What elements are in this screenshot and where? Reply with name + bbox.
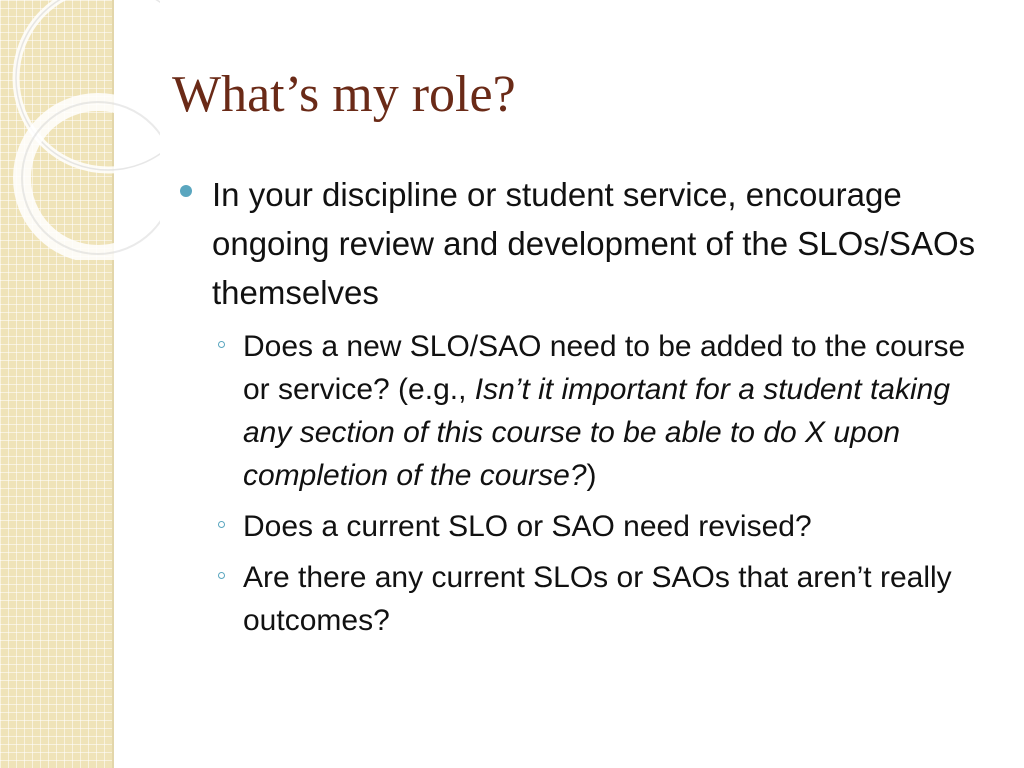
- sub-bullet-item: [180, 325, 990, 497]
- sub-bullet-item: [180, 556, 990, 642]
- bullet-dot-icon: [180, 185, 192, 197]
- sub-bullet-text-end: ): [586, 459, 597, 492]
- sub-bullet-ring-icon: [218, 572, 225, 579]
- sub-bullet-ring-icon: [218, 521, 225, 528]
- sub-bullet-item: [180, 505, 990, 548]
- slide-content: [180, 170, 990, 650]
- sub-bullet-text: Does a new SLO/SAO need to be added to the course or service? (e.g.,: [243, 330, 966, 406]
- decorative-rings: [0, 0, 160, 260]
- sub-bullet-list: [180, 325, 990, 642]
- bullet-text: In your discipline or student service, encourage ongoing review and development of the SLOs/SAOs themselves: [212, 176, 976, 311]
- sub-bullet-text: Are there any current SLOs or SAOs that aren’t really outcomes?: [243, 561, 952, 637]
- slide-title: What’s my role?: [172, 66, 516, 123]
- sub-bullet-ring-icon: [218, 341, 225, 348]
- sub-bullet-text: Does a current SLO or SAO need revised?: [243, 510, 812, 543]
- bullet-item: [180, 170, 990, 317]
- sub-bullet-italic-text: Isn’t it important for a student taking any section of this course to be able to do X upon completion of the course?: [243, 373, 951, 492]
